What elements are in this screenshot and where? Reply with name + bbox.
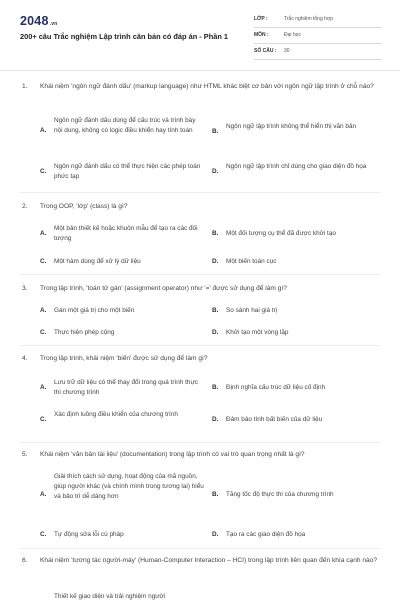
question-number: 5. bbox=[22, 451, 28, 458]
option-text: Lưu trữ dữ liệu có thể thay đổi trong quá trình thực thi chương trình bbox=[54, 379, 198, 396]
option-letter: A. bbox=[40, 127, 47, 134]
option-letter: B. bbox=[212, 384, 219, 391]
option-text: Xác định luồng điều khiển của chương trình bbox=[54, 411, 178, 418]
option-letter: A. bbox=[40, 384, 47, 391]
option-letter: C. bbox=[40, 168, 47, 175]
option-letter: A. bbox=[40, 307, 47, 314]
option-letter: D. bbox=[212, 329, 219, 336]
question-text: Khái niệm 'tương tác người-máy' (Human-Computer Interaction – HCI) trong lập trình liên quan đến khía cạnh nào? bbox=[40, 557, 378, 564]
meta-row-count bbox=[254, 44, 382, 60]
option-letter: C. bbox=[40, 531, 47, 538]
meta-row-class bbox=[254, 12, 382, 28]
option-letter: A. bbox=[40, 230, 47, 237]
meta-label: SỐ CÂU : bbox=[254, 48, 277, 54]
option-text: Ngôn ngữ lập trình không thể hiển thị văn bản bbox=[226, 123, 357, 130]
option-text: Một hàm dùng để xử lý dữ liệu bbox=[54, 258, 141, 265]
option-text: Một bản thiết kế hoặc khuôn mẫu để tạo ra các đối tượng bbox=[54, 225, 198, 242]
option-letter: B. bbox=[212, 491, 219, 498]
header-divider bbox=[0, 70, 400, 71]
option-text: Tạo ra các giao diện đồ họa bbox=[226, 531, 306, 538]
meta-label: MÔN : bbox=[254, 32, 269, 38]
document-header bbox=[0, 0, 400, 68]
question-text: Khái niệm 'ngôn ngữ đánh dấu' (markup language) như HTML khác biệt cơ bản với ngôn ngữ lập trình ở chỗ nào? bbox=[40, 83, 374, 90]
meta-value: 30 bbox=[284, 48, 290, 54]
meta-info-box bbox=[254, 12, 382, 60]
option-letter: D. bbox=[212, 168, 219, 175]
option-text: So sánh hai giá trị bbox=[226, 307, 278, 314]
option-text: Ngôn ngữ lập trình chỉ dùng cho giao diện đồ họa bbox=[226, 163, 367, 170]
option-text: Tự động sửa lỗi cú pháp bbox=[54, 531, 124, 538]
question-number: 2. bbox=[22, 203, 28, 210]
question-number: 6. bbox=[22, 557, 28, 564]
question-separator bbox=[20, 274, 380, 275]
option-text: Ngôn ngữ đánh dấu có thể thực hiện các phép toán phức tạp bbox=[54, 163, 201, 180]
meta-row-subject bbox=[254, 28, 382, 44]
question-text: Khái niệm 'văn bản tài liệu' (documentation) trong lập trình có vai trò quan trọng nhất là gì? bbox=[40, 451, 305, 458]
option-text: Gán một giá trị cho một biến bbox=[54, 307, 135, 314]
site-logo[interactable]: 2048.vn bbox=[20, 14, 58, 28]
option-text: Một đối tượng cụ thể đã được khởi tạo bbox=[226, 230, 336, 237]
question-separator bbox=[20, 442, 380, 443]
option-letter: D. bbox=[212, 258, 219, 265]
option-text: Giải thích cách sử dụng, hoạt động của mã nguồn, giúp người khác (và chính mình trong tương lai) hiểu và bảo trì dễ dàng hơn bbox=[54, 473, 204, 500]
option-text: Ngôn ngữ đánh dấu dùng để cấu trúc và trình bày nội dung, không có logic điều khiển hay tính toán bbox=[54, 117, 196, 134]
option-letter: A. bbox=[40, 491, 47, 498]
option-text: Tăng tốc độ thực thi của chương trình bbox=[226, 491, 334, 498]
meta-value: Đại học bbox=[284, 32, 301, 38]
option-text: Thiết kế giao diện và trải nghiệm người bbox=[54, 593, 166, 600]
option-letter: B. bbox=[212, 230, 219, 237]
option-text: Khởi tạo một vòng lặp bbox=[226, 329, 289, 336]
meta-label: LỚP : bbox=[254, 16, 268, 22]
option-letter: C. bbox=[40, 258, 47, 265]
question-text: Trong OOP, 'lớp' (class) là gì? bbox=[40, 203, 128, 210]
question-separator bbox=[20, 192, 380, 193]
question-text: Trong lập trình, khái niệm 'biến' được sử dụng để làm gì? bbox=[40, 355, 208, 362]
option-text: Đảm bảo tính bất biến của dữ liệu bbox=[226, 416, 323, 423]
question-separator bbox=[20, 548, 380, 549]
option-text: Một biến toàn cục bbox=[226, 258, 277, 265]
question-number: 4. bbox=[22, 355, 28, 362]
meta-value: Trắc nghiệm tổng hợp bbox=[284, 16, 333, 22]
option-letter: B. bbox=[212, 128, 219, 135]
option-text: Thực hiện phép cộng bbox=[54, 329, 115, 336]
page-title: 200+ câu Trắc nghiệm Lập trình căn bản có đáp án - Phần 1 bbox=[20, 32, 229, 41]
question-text: Trong lập trình, 'toán tử gán' (assignment operator) như '=' được sử dụng để làm gì? bbox=[40, 285, 287, 292]
option-text: Định nghĩa cấu trúc dữ liệu cố định bbox=[226, 384, 326, 391]
option-letter: C. bbox=[40, 416, 47, 423]
option-letter: B. bbox=[212, 307, 219, 314]
option-letter: C. bbox=[40, 329, 47, 336]
question-separator bbox=[20, 345, 380, 346]
option-letter: D. bbox=[212, 531, 219, 538]
option-letter: D. bbox=[212, 416, 219, 423]
question-number: 3. bbox=[22, 285, 28, 292]
question-number: 1. bbox=[22, 83, 28, 90]
